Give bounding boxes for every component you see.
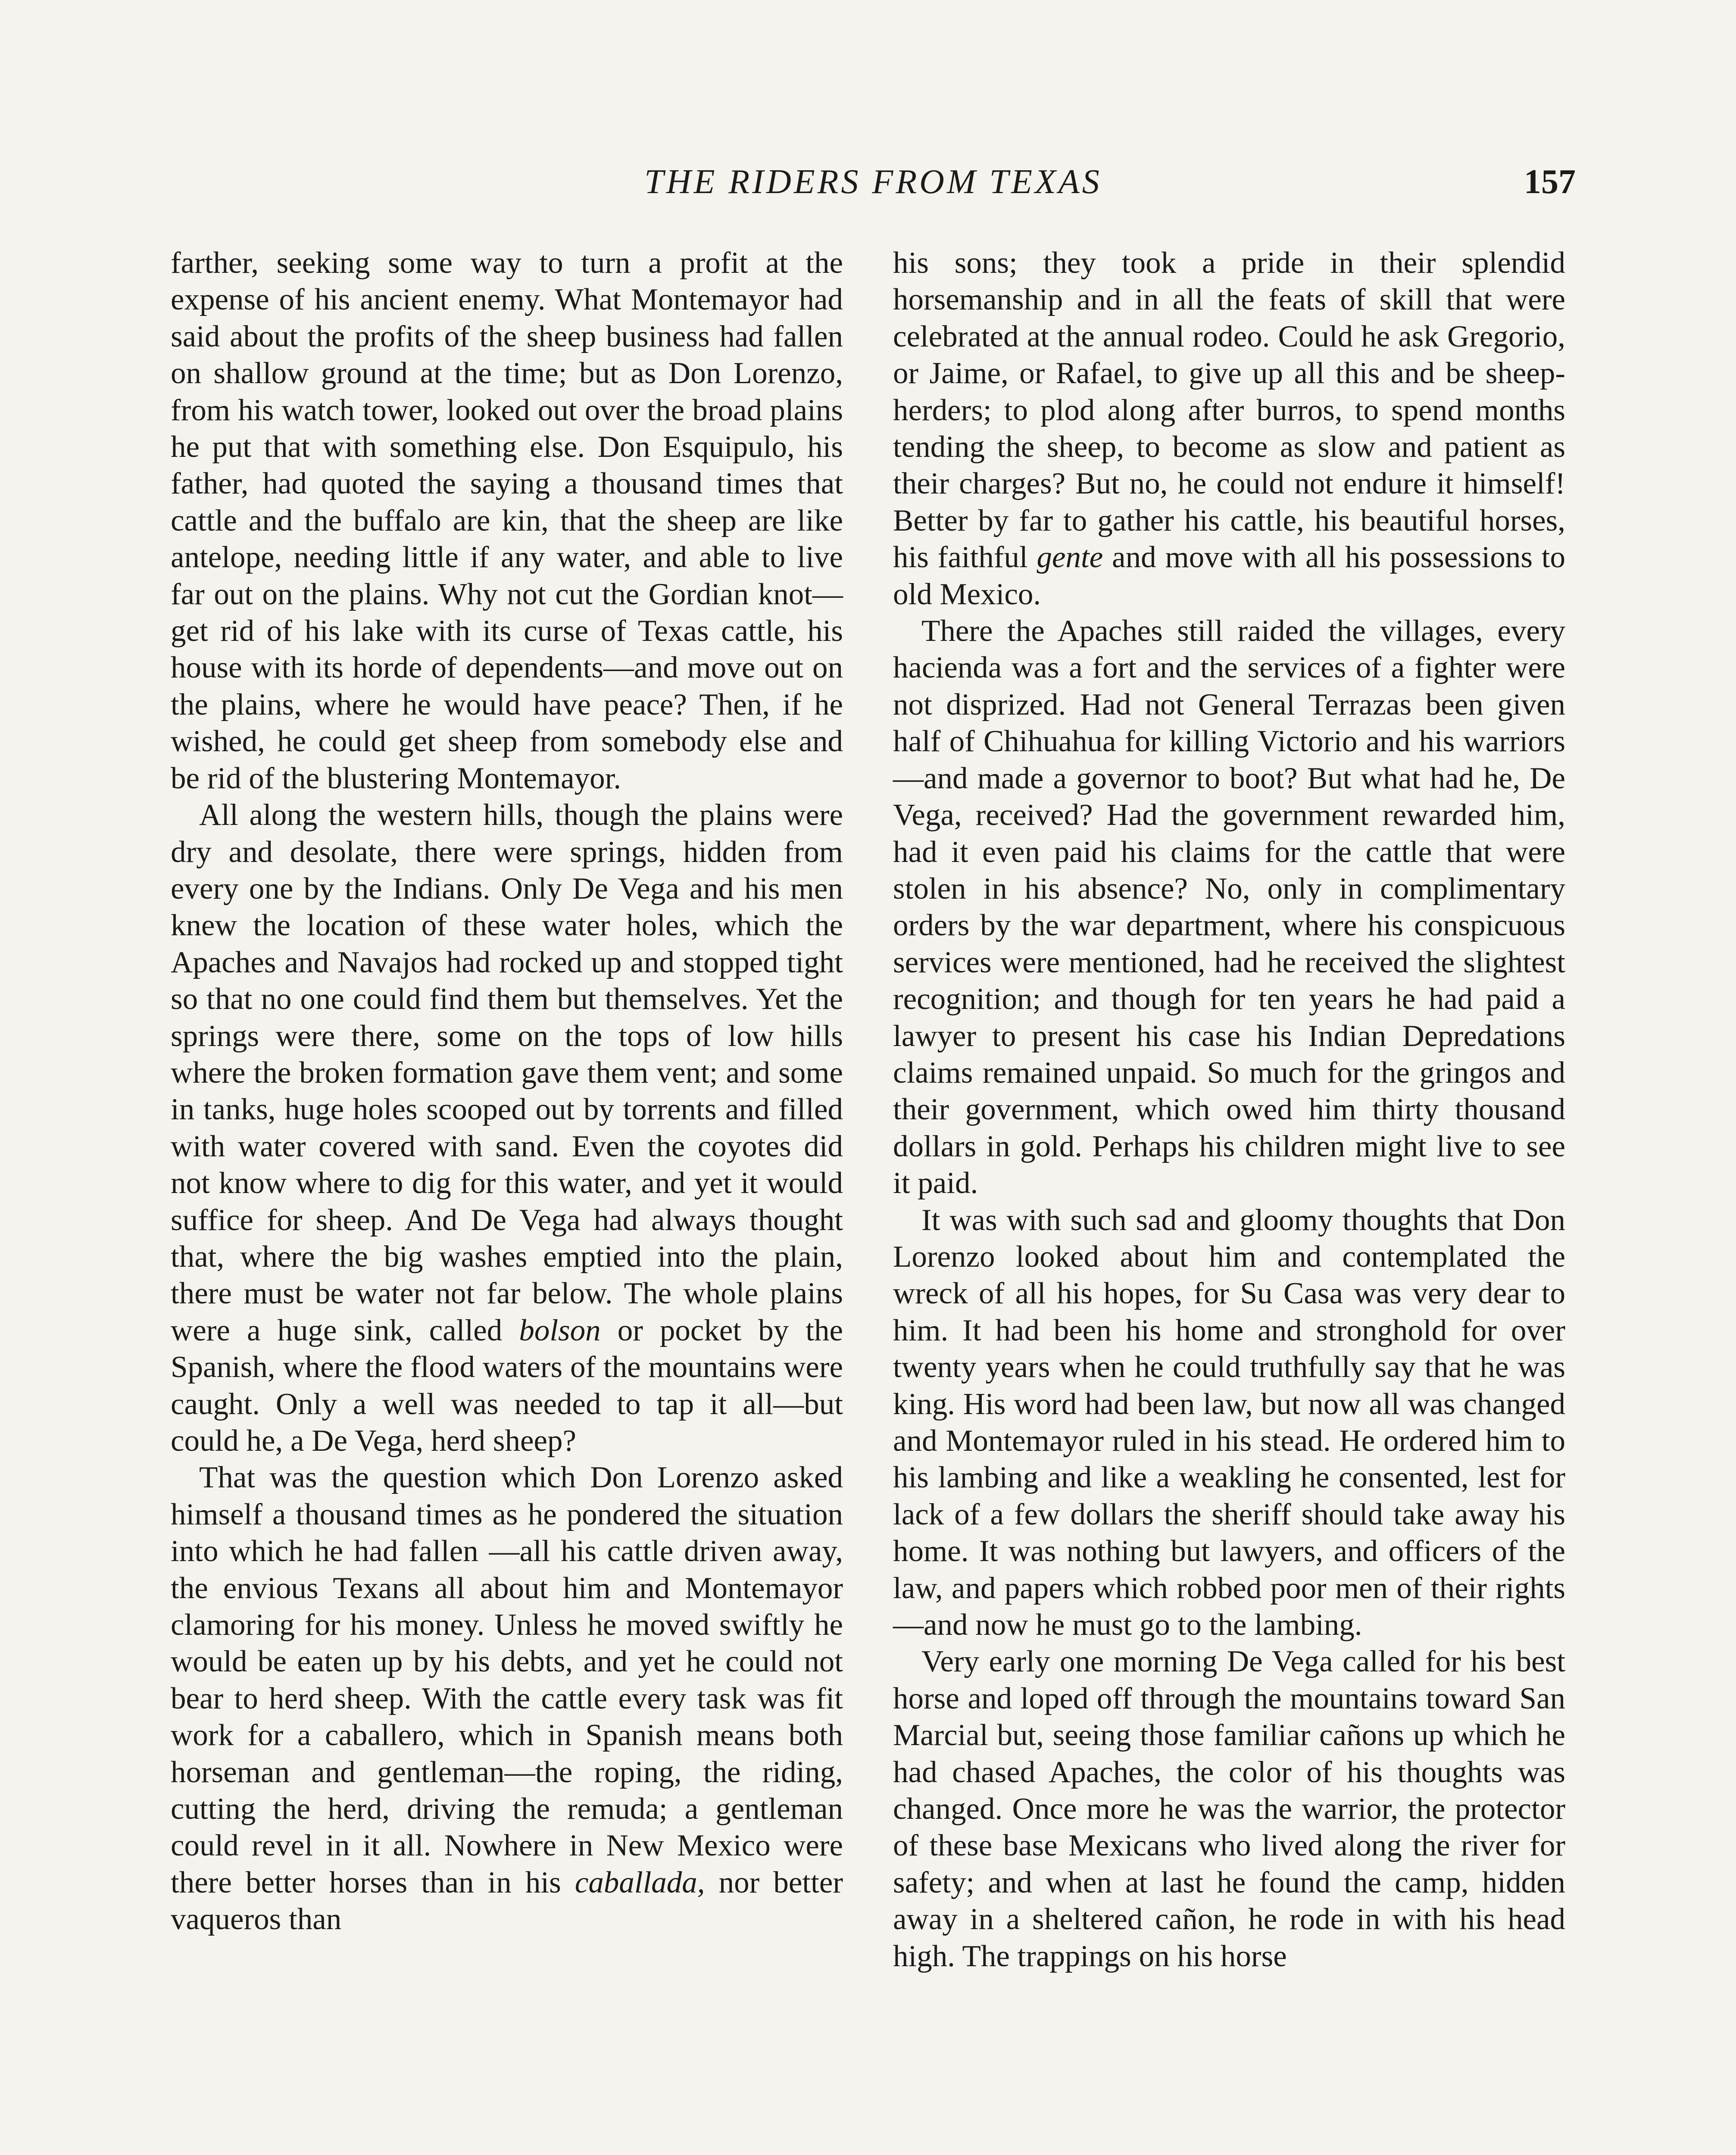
right-column — [893, 245, 1565, 1975]
page-header — [171, 160, 1576, 212]
paragraph: That was the question which Don Lorenzo asked himself a thousand times as he pondered the situation into which he had fallen —all his cattle driven away, the envious Texans all about him and Montemayor clamoring for his money. Unless he moved swiftly he would be eaten up by his debts, and yet he could not bear to herd sheep. With the cattle every task was fit work for a caballero, which in Spanish means both horseman and gentleman—the roping, the riding, cutting the herd, driving the remuda; a gentleman could revel in it all. Nowhere in New Mexico were there better horses than in his caballada, nor better vaqueros than — [171, 1461, 843, 1936]
left-column — [171, 245, 843, 1938]
paragraph: Very early one morning De Vega called for his best horse and loped off through the mountains toward San Marcial but, seeing those familiar cañons up which he had chased Apaches, the color of his thoughts was changed. Once more he was the warrior, the protector of these base Mexicans who lived along the river for safety; and when at last he found the camp, hidden away in a sheltered cañon, he rode in with his head high. The trappings on his horse — [893, 1645, 1565, 1973]
running-title: THE RIDERS FROM TEXAS — [644, 163, 1102, 201]
paragraph: his sons; they took a pride in their splendid horsemanship and in all the feats of skill that were celebrated at the annual rodeo. Could he ask Gregorio, or Jaime, or Rafael, to give up all this and be sheep-herders; to plod along after burros, to spend months tending the sheep, to become as slow and patient as their charges? But no, he could not endure it himself! Better by far to gather his cattle, his beautiful horses, his faithful gente and move with all his possessions to old Mexico. — [893, 246, 1566, 611]
page-number: 157 — [1524, 163, 1576, 201]
paragraph: All along the western hills, though the plains were dry and desolate, there were springs, hidden from every one by the Indians. Only De Vega and his men knew the location of these water holes, which the Apaches and Navajos had rocked up and stopped tight so that no one could find them but themselves. Yet the springs were there, some on the tops of low hills where the broken formation gave them vent; and some in tanks, huge holes scooped out by torrents and filled with water covered with sand. Even the coyotes did not know where to dig for this water, and yet it would suffice for sheep. And De Vega had always thought that, where the big washes emptied into the plain, there must be water not far below. The whole plains were a huge sink, called bolson or pocket by the Spanish, where the flood waters of the mountains were caught. Only a well was needed to tap it all—but could he, a De Vega, herd sheep? — [171, 798, 843, 1458]
italic-term: caballada, — [575, 1865, 705, 1899]
italic-term: gente — [1037, 540, 1103, 575]
italic-term: bolson — [519, 1313, 601, 1347]
paragraph: farther, seeking some way to turn a profit at the expense of his ancient enemy. What Montemayor had said about the profits of the sheep business had fallen on shallow ground at the time; but as Don Lorenzo, from his watch tower, looked out over the broad plains he put that with something else. Don Esquipulo, his father, had quoted the saying a thousand times that cattle and the buffalo are kin, that the sheep are like antelope, needing little if any water, and able to live far out on the plains. Why not cut the Gordian knot—get rid of his lake with its curse of Texas cattle, his house with its horde of dependents—and move out on the plains, where he would have peace? Then, if he wished, he could get sheep from somebody else and be rid of the blustering Montemayor. — [171, 246, 843, 795]
paragraph: It was with such sad and gloomy thoughts that Don Lorenzo looked about him and contemplated the wreck of all his hopes, for Su Casa was very dear to him. It had been his home and stronghold for over twenty years when he could truthfully say that he was king. His word had been law, but now all was changed and Montemayor ruled in his stead. He ordered him to his lambing and like a weakling he consented, lest for lack of a few dollars the sheriff should take away his home. It was nothing but lawyers, and officers of the law, and papers which robbed poor men of their rights—and now he must go to the lambing. — [893, 1203, 1565, 1642]
paragraph: There the Apaches still raided the villages, every hacienda was a fort and the services of a fighter were not disprized. Had not General Terrazas been given half of Chihuahua for killing Victorio and his warriors—and made a governor to boot? But what had he, De Vega, received? Had the government rewarded him, had it even paid his claims for the cattle that were stolen in his absence? No, only in complimentary orders by the war department, where his conspicuous services were mentioned, had he received the slightest recognition; and though for ten years he had paid a lawyer to present his case his Indian Depredations claims remained unpaid. So much for the gringos and their government, which owed him thirty thousand dollars in gold. Perhaps his children might live to see it paid. — [893, 614, 1565, 1200]
